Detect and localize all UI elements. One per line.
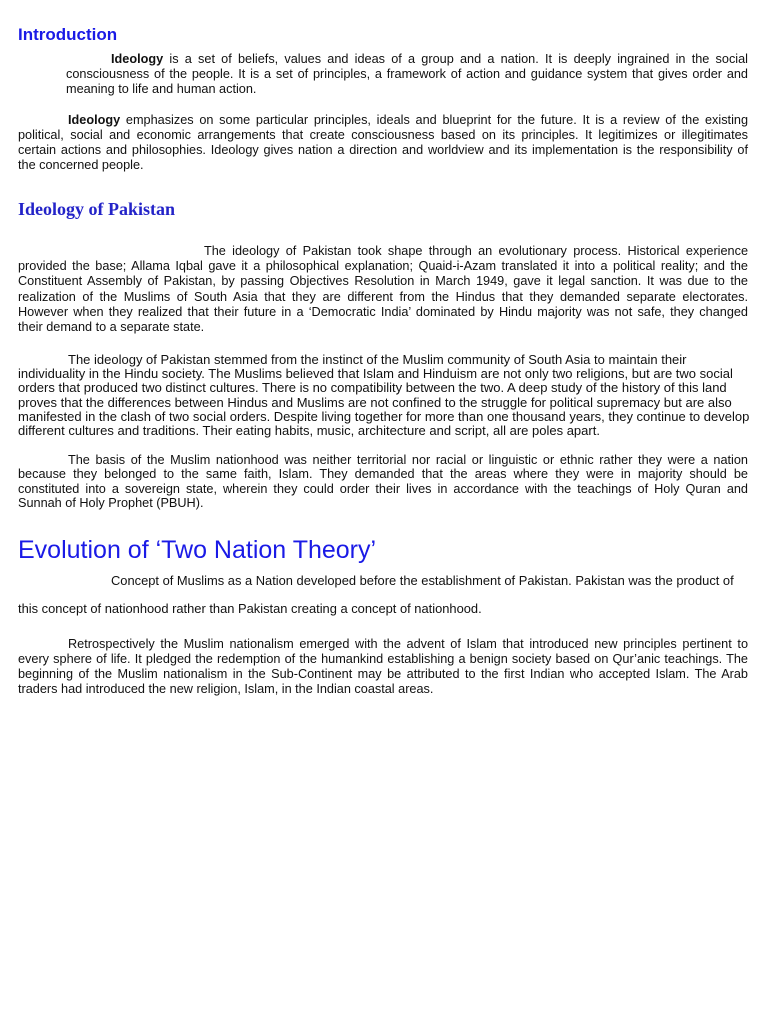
paragraph-line: However when they realized that their future in a ‘Democratic India’ dominated by Hindu majority was not safe, they changed — [18, 304, 748, 319]
paragraph-line: Sunnah of Holy Prophet (PBUH). — [18, 495, 204, 510]
paragraph-line: Constituent Assembly of Pakistan, by passing Objectives Resolution in March 1949, gave it legal sanction. It was due to the — [18, 274, 748, 289]
ideology-of-pakistan-heading: Ideology of Pakistan — [18, 199, 176, 219]
paragraph-line: Concept of Muslims as a Nation developed before the establishment of Pakistan. Pakistan was the product of — [111, 573, 734, 588]
paragraph-line: different cultures and traditions. Their eating habits, music, architecture and script, all are poles apart. — [18, 422, 600, 438]
paragraph-line: their demand to a separate state. — [18, 319, 205, 334]
paragraph-line: The ideology of Pakistan stemmed from the instinct of the Muslim community of South Asia to maintain their — [68, 352, 687, 367]
paragraph-line — [66, 52, 748, 67]
paragraph-line: The basis of the Muslim nationhood was neither territorial nor racial or linguistic or ethnic rather they were a nation — [68, 453, 748, 467]
paragraph-line: orders that produced two distinct cultures. There is no compatibility between the two. A deep study of the history of this land — [18, 380, 727, 396]
paragraph-line: consciousness of the people. It is a set of principles, a framework of action and guidance system that gives order and — [66, 67, 748, 81]
paragraph-line: beginning of the Muslim nationalism in the Sub-Continent may be attributed to the first Indian who accepted Islam. The Arab — [18, 667, 748, 681]
paragraph-line: individuality in the Hindu society. The Muslims believed that Islam and Hinduism are not only two religions, but are two social — [18, 366, 733, 382]
paragraph-line: certain actions and philosophies. Ideology gives nation a direction and worldview and its implementation is the responsibility of — [18, 143, 748, 157]
bold-term: Ideology — [111, 52, 164, 66]
paragraph-line: traders had introduced the new religion, Islam, in the Indian coastal areas. — [18, 682, 434, 696]
bold-term: Ideology — [68, 113, 121, 127]
evolution-heading: Evolution of ‘Two Nation Theory’ — [18, 536, 377, 564]
paragraph — [18, 637, 748, 697]
paragraph-line: every sphere of life. It pledged the redemption of the humankind establishing a benign society based on Qur’anic teachings. The — [18, 652, 748, 666]
paragraph-line: proves that the differences between Hindus and Muslims are not confined to the struggle for political supremacy but are also — [18, 394, 732, 410]
paragraph-line: constituted into a sovereign state, wherein they could order their lives in accordance with the teachings of Holy Quran and — [18, 481, 748, 496]
paragraph-line: because they belonged to the same faith, Islam. They demanded that the areas where they were in majority should be — [18, 467, 748, 482]
paragraph — [18, 453, 748, 510]
paragraph — [18, 353, 748, 438]
paragraph-line: realization of the Muslims of South Asia that they are different from the Hindus that they demanded separate electorates. — [18, 289, 748, 304]
paragraph-line — [18, 113, 748, 128]
paragraph-line: The ideology of Pakistan took shape through an evolutionary process. Historical experience — [204, 244, 748, 258]
paragraph-line: political, social and economic arrangements that create consciousness based on its principles. It legitimizes or illegitimates — [18, 128, 748, 142]
paragraph-line: the concerned people. — [18, 158, 144, 172]
line-text: is a set of beliefs, values and ideas of a group and a nation. It is deeply ingrained in the social — [163, 52, 748, 66]
paragraph — [66, 52, 748, 97]
paragraph-line: provided the base; Allama Iqbal gave it a philosophical explanation; Quaid-i-Azam translated it into a political reality; and the — [18, 259, 748, 274]
paragraph — [18, 113, 748, 173]
introduction-heading: Introduction — [18, 25, 118, 44]
paragraph — [18, 244, 748, 335]
paragraph — [18, 573, 748, 616]
paragraph-line: manifested in the clash of two social orders. Despite living together for more than one thousand years, they continue to develop — [18, 408, 750, 424]
paragraph-line: meaning to life and human action. — [66, 82, 257, 96]
paragraph-line: this concept of nationhood rather than Pakistan creating a concept of nationhood. — [18, 601, 482, 616]
paragraph-line: Retrospectively the Muslim nationalism emerged with the advent of Islam that introduced new principles pertinent to — [68, 637, 748, 651]
line-text: emphasizes on some particular principles, ideals and blueprint for the future. It is a review of the existing — [120, 113, 748, 127]
